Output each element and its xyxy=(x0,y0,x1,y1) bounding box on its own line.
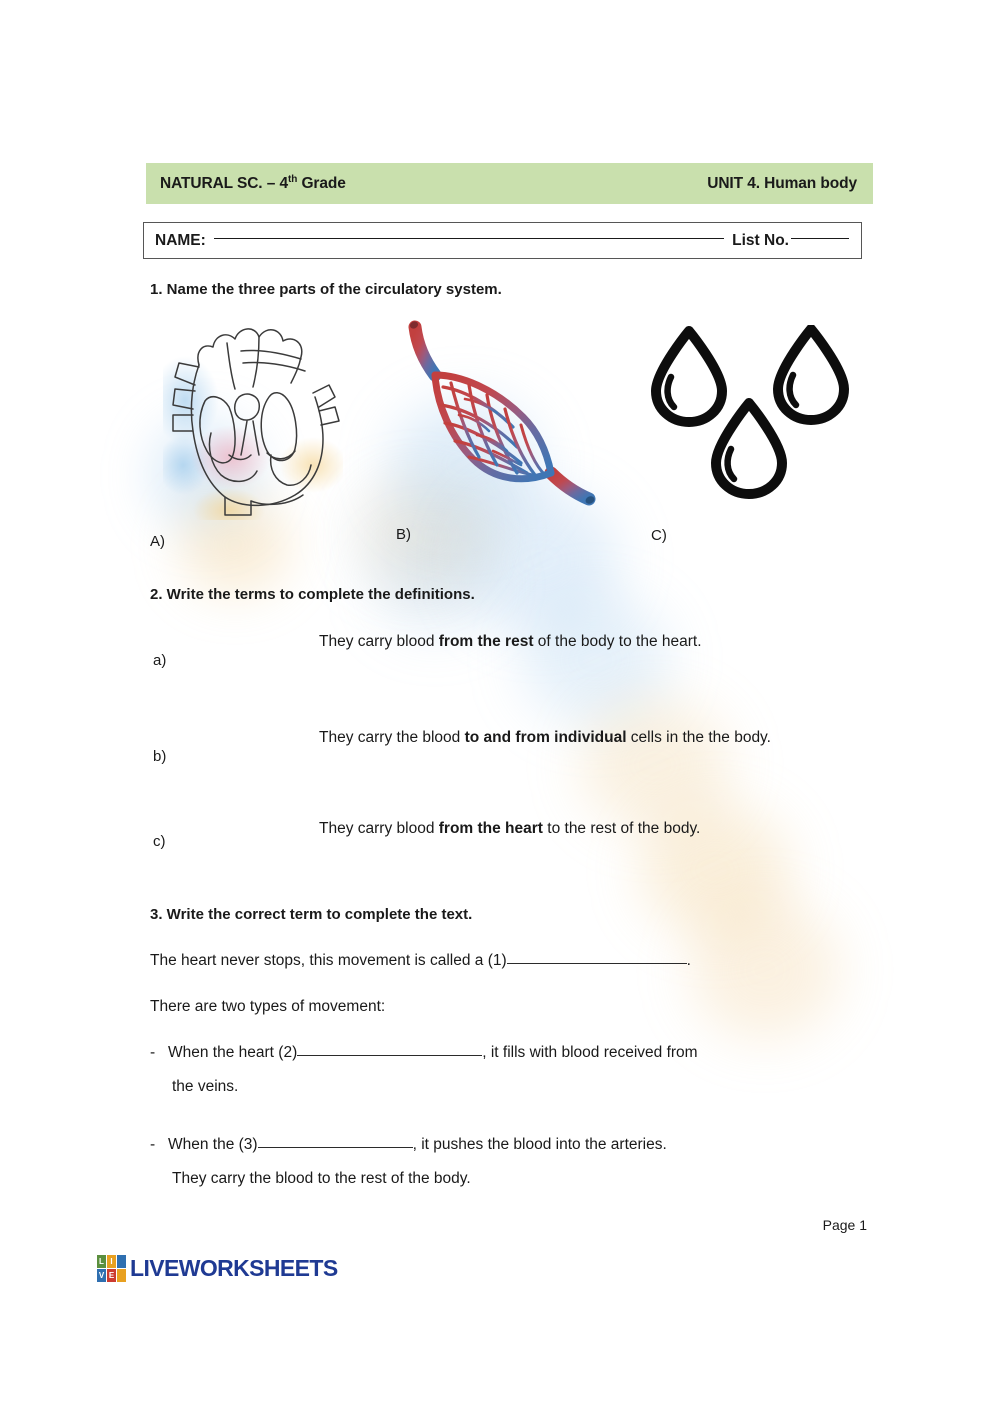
header-subject: NATURAL SC. – 4th Grade xyxy=(160,173,346,192)
definition-text-b: They carry the blood to and from individual cells in the the body. xyxy=(319,729,771,746)
question-1-title: 1. Name the three parts of the circulatory system. xyxy=(150,281,502,298)
liveworksheets-logo-mark xyxy=(97,1255,126,1282)
question-3-line-1: The heart never stops, this movement is called a (1) . xyxy=(150,952,691,969)
header-unit: UNIT 4. Human body xyxy=(707,174,857,192)
logo-tile-2 xyxy=(117,1255,126,1268)
answer-blank-3[interactable] xyxy=(258,1147,413,1148)
question-3-bullet-2: - When the (3) , it pushes the blood into the arteries. They carry the blood to the rest of the body. xyxy=(150,1128,876,1196)
logo-tile-1: I xyxy=(107,1255,116,1268)
header-subject-superscript: th xyxy=(287,173,298,185)
blood-drops-icon xyxy=(640,325,860,515)
question-3-bullet-1: - When the heart (2) , it fills with blood received from the veins. xyxy=(150,1036,876,1104)
page-number: Page 1 xyxy=(822,1217,867,1233)
logo-tile-3: V xyxy=(97,1269,106,1282)
worksheet-header-bar xyxy=(146,163,873,204)
definition-letter-b: b) xyxy=(153,748,167,765)
figure-label-a: A) xyxy=(150,533,165,550)
name-label: NAME: xyxy=(155,231,206,249)
definition-letter-c: c) xyxy=(153,833,166,850)
definition-letter-a: a) xyxy=(153,652,167,669)
question-3-title: 3. Write the correct term to complete the text. xyxy=(150,906,473,923)
bullet-dash-1: - xyxy=(150,1044,156,1061)
definition-text-c: They carry blood from the heart to the rest of the body. xyxy=(319,820,701,837)
liveworksheets-logo[interactable] xyxy=(97,1255,338,1282)
logo-tile-5 xyxy=(117,1269,126,1282)
list-number-input-line[interactable] xyxy=(791,238,849,239)
question-2-title: 2. Write the terms to complete the definitions. xyxy=(150,586,475,603)
bullet-1-continuation: the veins. xyxy=(172,1078,239,1095)
logo-tile-4: E xyxy=(107,1269,116,1282)
name-field-box xyxy=(143,222,862,259)
list-number-label: List No. xyxy=(732,231,789,249)
bullet-dash-2: - xyxy=(150,1136,156,1153)
name-input-line[interactable] xyxy=(214,238,724,239)
question-3-line-2: There are two types of movement: xyxy=(150,998,386,1015)
liveworksheets-wordmark: LIVEWORKSHEETS xyxy=(130,1255,338,1281)
blood-vessel-icon xyxy=(393,313,608,518)
heart-diagram-icon xyxy=(163,305,343,520)
answer-blank-2[interactable] xyxy=(297,1055,482,1056)
bullet-2-continuation: They carry the blood to the rest of the body. xyxy=(172,1170,471,1187)
figure-label-b: B) xyxy=(396,526,411,543)
figure-label-c: C) xyxy=(651,527,667,544)
logo-tile-0: L xyxy=(97,1255,106,1268)
answer-blank-1[interactable] xyxy=(507,963,687,964)
definition-text-a: They carry blood from the rest of the body to the heart. xyxy=(319,633,702,650)
